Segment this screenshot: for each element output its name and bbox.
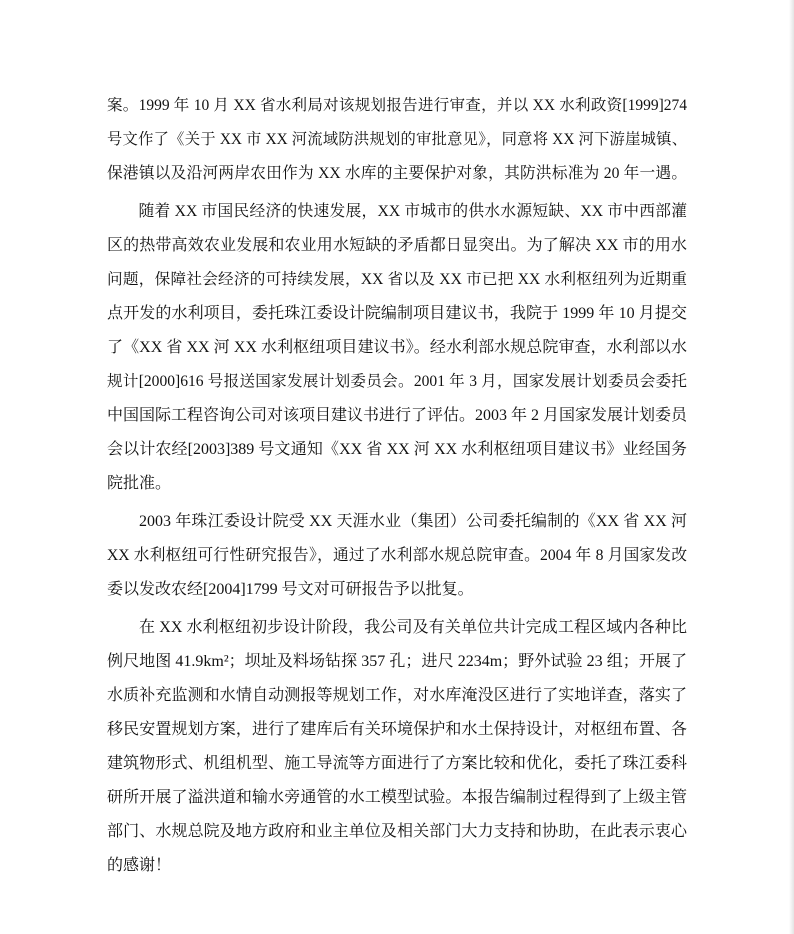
text-line: 规计[2000]616 号报送国家发展计划委员会。2001 年 3 月，国家发展计划委员会委托 [107, 373, 687, 390]
text-line: 水质补充监测和水情自动测报等规划工作，对水库淹没区进行了实地详查，落实了 [107, 687, 687, 704]
paragraph-1 [107, 89, 687, 191]
text-line: 委以发改农经[2004]1799 号文对可研报告予以批复。 [107, 581, 474, 598]
text-line: 会以计农经[2003]389 号文通知《XX 省 XX 河 XX 水利枢纽项目建议书》业经国务 [107, 441, 687, 458]
text-line: 点开发的水利项目，委托珠江委设计院编制项目建议书，我院于 1999 年 10 月提交 [107, 305, 687, 322]
text-line: 2003 年珠江委设计院受 XX 天涯水业（集团）公司委托编制的《XX 省 XX 河 [139, 513, 687, 530]
text-line: 研所开展了溢洪道和输水旁通管的水工模型试验。本报告编制过程得到了上级主管 [107, 789, 687, 806]
text-line: 部门、水规总院及地方政府和业主单位及相关部门大力支持和协助，在此表示衷心 [107, 823, 687, 840]
text-line: 的感谢！ [107, 857, 172, 874]
text-line: 例尺地图 41.9km²；坝址及料场钻探 357 孔；进尺 2234m；野外试验 23 组；开展了 [107, 653, 687, 670]
text-line: 号文作了《关于 XX 市 XX 河流域防洪规划的审批意见》，同意将 XX 河下游崖城镇、 [107, 131, 687, 148]
text-line: 保港镇以及沿河两岸农田作为 XX 水库的主要保护对象，其防洪标准为 20 年一遇。 [107, 165, 687, 182]
text-line: 院批准。 [107, 475, 172, 492]
text-line: 移民安置规划方案，进行了建库后有关环境保护和水土保持设计，对枢纽布置、各 [107, 721, 687, 738]
paragraph-4 [107, 611, 687, 883]
text-line: 随着 XX 市国民经济的快速发展，XX 市城市的供水水源短缺、XX 市中西部灌 [138, 203, 687, 220]
text-line: XX 水利枢纽可行性研究报告》，通过了水利部水规总院审查。2004 年 8 月国家发改 [107, 547, 687, 564]
text-line: 了《XX 省 XX 河 XX 水利枢纽项目建议书》。经水利部水规总院审查，水利部以水 [107, 339, 687, 356]
text-line: 中国国际工程咨询公司对该项目建议书进行了评估。2003 年 2 月国家发展计划委员 [107, 407, 688, 424]
document-body [107, 89, 687, 887]
page-edge [789, 0, 794, 934]
text-line: 区的热带高效农业发展和农业用水短缺的矛盾都日显突出。为了解决 XX 市的用水 [107, 237, 687, 254]
paragraph-3 [107, 505, 687, 607]
text-line: 案。1999 年 10 月 XX 省水利局对该规划报告进行审查，并以 XX 水利政资[1999]274 [107, 97, 687, 114]
text-line: 问题，保障社会经济的可持续发展，XX 省以及 XX 市已把 XX 水利枢纽列为近期重 [107, 271, 687, 288]
text-line: 在 XX 水利枢纽初步设计阶段，我公司及有关单位共计完成工程区域内各种比 [139, 619, 687, 636]
paragraph-2 [107, 195, 687, 501]
text-line: 建筑物形式、机组机型、施工导流等方面进行了方案比较和优化，委托了珠江委科 [107, 755, 687, 772]
